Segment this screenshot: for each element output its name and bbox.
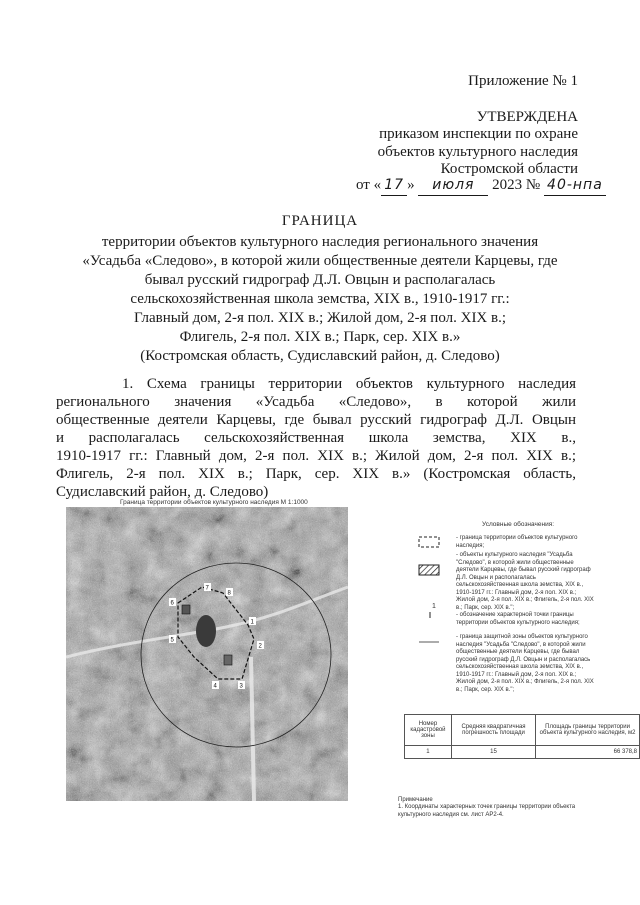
dashed-boundary-icon — [418, 536, 440, 548]
order-line-2: объектов культурного наследия — [377, 144, 578, 160]
para-line: и располагалась сельскохозяйственная школа земства, XIX в., — [56, 430, 576, 446]
approved-label: УТВЕРЖДЕНА — [476, 109, 578, 125]
title-line: сельскохозяйственная школа земства, XIX в., 1910-1917 гг.: — [130, 291, 510, 307]
point-label: 1 — [250, 619, 254, 626]
legend — [418, 532, 594, 693]
para-line: Судиславский район, д. Следово) — [56, 484, 269, 500]
note-title: Примечание — [398, 797, 433, 803]
table-cell: 1 — [405, 746, 452, 759]
legend-title: Условные обозначения: — [482, 521, 555, 528]
table-header: Площадь границы территории объекта культурного наследия, м2 — [536, 715, 640, 746]
date-prefix: от « — [356, 177, 382, 193]
legend-text: - граница территории объектов культурного наследия; — [456, 535, 578, 549]
point-label: 5 — [170, 637, 174, 644]
legend-text: - объекты культурного наследия "Усадьба "Следово", в которой жили общественные деятели Карцевы, где бывал русский гидрограф Д.Л. Овцын и располагалась сельскохозяйственная школа земства, XIX в., 1910-1917 гг.: Главный дом, 2-я пол. XIX в.; Жилой дом, 2-я пол. XIX в.; Флигель, 2-я пол. XIX в.; Парк, сер. XIX в."; — [456, 552, 594, 611]
order-number: 40-нпа — [544, 176, 606, 196]
point-label: 3 — [239, 683, 243, 690]
title-line: «Усадьба «Следово», в которой жили общественные деятели Карцевы, где — [82, 253, 558, 269]
map-caption: Граница территории объектов культурного наследия М 1:1000 — [120, 499, 308, 506]
date-day: 17 — [381, 176, 407, 196]
table-cell: 15 — [451, 746, 535, 759]
aerial-map — [66, 507, 348, 801]
date-year: 2023 № — [492, 177, 541, 193]
order-date-line — [356, 176, 606, 196]
order-line-1: приказом инспекции по охране — [379, 126, 578, 142]
table-header: Номер кадастровой зоны — [405, 715, 452, 746]
title-line: Флигель, 2-я пол. XIX в.; Парк, сер. XIX в.» — [179, 329, 461, 345]
table-cell: 66 378,8 — [536, 746, 640, 759]
title-line: бывал русский гидрограф Д.Л. Овцын и располагалась — [144, 272, 496, 288]
legend-item — [418, 630, 594, 693]
para-line: регионального значения «Усадьба «Следово», в которой жили — [56, 394, 576, 410]
point-label: 4 — [213, 683, 217, 690]
table-header: Средняя квадратичная погрешность площади — [451, 715, 535, 746]
title-line: (Костромская область, Судиславский район, д. Следово) — [140, 348, 500, 364]
protection-zone-line-icon — [418, 636, 440, 648]
title-lines — [40, 233, 600, 366]
document-heading: ГРАНИЦА — [281, 213, 359, 229]
appendix-label: Приложение № 1 — [468, 73, 578, 89]
title-line: территории объектов культурного наследия регионального значения — [101, 234, 539, 250]
order-line-3: Костромской области — [440, 161, 578, 177]
legend-text: - обозначение характерной точки границы территории объектов культурного наследия; — [456, 612, 580, 626]
legend-point-label: 1 — [432, 603, 436, 610]
table-row — [405, 746, 640, 759]
point-label: 6 — [170, 600, 174, 607]
para-line: общественные деятели Карцевы, где бывал русский гидрограф Д.Л. Овцын — [56, 412, 576, 428]
title-line: Главный дом, 2-я пол. XIX в.; Жилой дом, 2-я пол. XIX в.; — [133, 310, 507, 326]
date-mid: » — [407, 177, 415, 193]
note-text: 1. Координаты характерных точек границы территории объекта культурного наследия см. лист АР2-4. — [398, 804, 576, 818]
point-label: 8 — [227, 590, 231, 597]
para-line: 1. Схема границы территории объектов культурного наследия — [122, 376, 576, 392]
date-month: июля — [418, 176, 488, 196]
area-table — [404, 714, 640, 759]
para-line: Флигель, 2-я пол. XIX в.; Парк, сер. XIX в.» (Костромская область, — [56, 466, 576, 482]
point-label: 2 — [258, 643, 262, 650]
point-label: 7 — [205, 585, 209, 592]
table-header-row — [405, 715, 640, 746]
para-line: 1910-1917 гг.: Главный дом, 2-я пол. XIX в.; Жилой дом, 2-я пол. XIX в.; — [56, 448, 576, 464]
legend-item — [418, 532, 594, 552]
boundary-point-icon — [418, 606, 440, 618]
legend-text: - граница защитной зоны объектов культурного наследия "Усадьба "Следово", в которой жили общественные деятели Карцевы, где бывал русский гидрограф Д.Л. Овцын и располагалась сельскохозяйственная школа земства, XIX в., 1910-1917 гг.: Главный дом, 2-я пол. XIX в.; Жилой дом, 2-я пол. XIX в.; Флигель, 2-я пол. XIX в.; Парк, сер. XIX в."; — [456, 634, 594, 693]
section-1-paragraph — [56, 375, 576, 501]
legend-item — [418, 552, 594, 611]
hatched-object-icon — [418, 564, 440, 576]
legend-item — [418, 603, 594, 630]
